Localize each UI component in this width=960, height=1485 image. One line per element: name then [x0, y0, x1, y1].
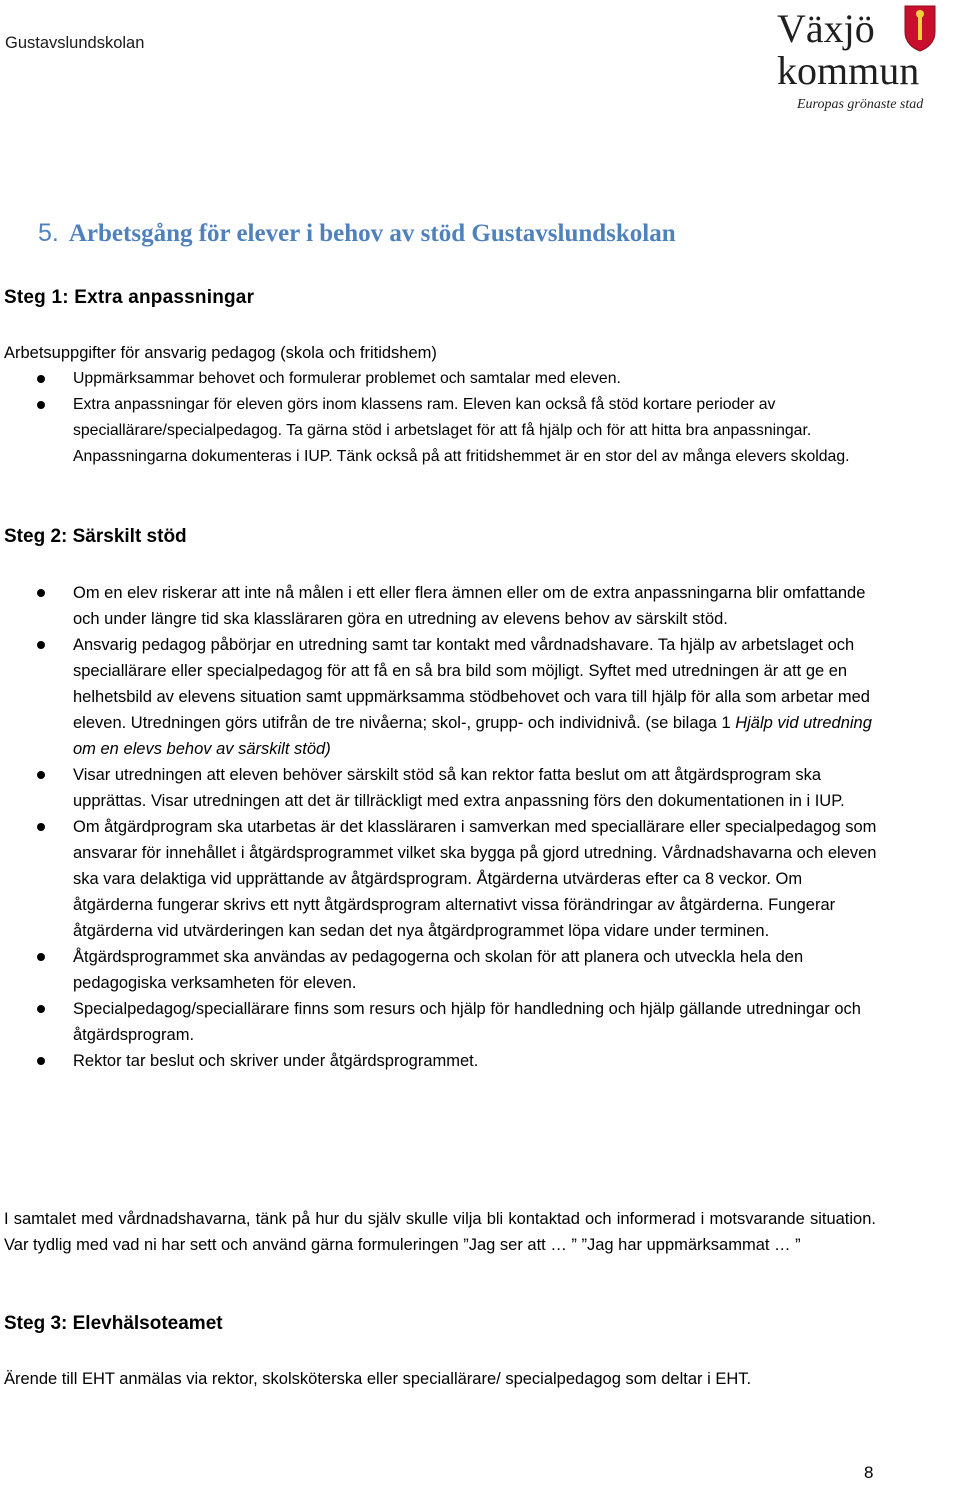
samtal-paragraph: I samtalet med vårdnadshavarna, tänk på hur du själv skulle vilja bli kontaktad och informerad i motsvarande situation. Var tydlig med vad ni har sett och använd gärna formuleringen ”Jag ser att … ” ”Jag har uppmärksammat … ” — [4, 1210, 876, 1254]
steg1-intro: Arbetsuppgifter för ansvarig pedagog (skola och fritidshem) — [4, 344, 437, 362]
list-item: Extra anpassningar för eleven görs inom klassens ram. Eleven kan också få stöd kortare perioder av speciallärare/specialpedagog. Ta gärna stöd i arbetslaget för att få hjälp och för att hitta bra anpassningar. Anpassningarna dokumenteras i IUP. Tänk också på att fritidshemmet är en stor del av många elevers skoldag. — [0, 392, 870, 470]
steg2-heading: Steg 2: Särskilt stöd — [4, 526, 187, 547]
list-item: Om åtgärdprogram ska utarbetas är det klassläraren i samverkan med speciallärare eller specialpedagog som ansvarar för innehållet i åtgärdsprogrammet vilket ska bygga på gjord utredning. Vårdnadshavarna och eleven ska vara delaktiga vid upprättande av åtgärdsprogram. Åtgärderna utvärderas efter ca 8 veckor. Om åtgärderna fungerar skrivs ett nytt åtgärdsprogram alternativt vissa förändringar av åtgärderna. Fungerar åtgärderna vid utvärderingen kan sedan det nya åtgärdprogrammet löpa vidare under terminen. — [0, 814, 880, 944]
b2-italic-text: Hjälp vid utredning om en elevs behov av särskilt stöd) — [73, 714, 872, 758]
list-item: Specialpedagog/speciallärare finns som resurs och hjälp för handledning och hjälp gällande utredningar och åtgärdsprogram. — [0, 996, 880, 1048]
steg1-heading: Steg 1: Extra anpassningar — [4, 287, 255, 308]
logo-tagline: Europas grönaste stad — [797, 97, 924, 112]
list-item: Visar utredningen att eleven behöver särskilt stöd så kan rektor fatta beslut om att åtgärdsprogram ska upprättas. Visar utredningen att det är tillräckligt med extra anpassning förs den dokumentationen in i IUP. — [0, 762, 880, 814]
list-item: Uppmärksammar behovet och formulerar problemet och samtalar med eleven. — [0, 366, 870, 392]
b2-main-text: Ansvarig pedagog påbörjar en utredning samt tar kontakt med vårdnadshavare. Ta hjälp av arbetslaget och speciallärare eller specialpedagog för att få en så bra bild som möjligt. Syftet med utredningen är att ge en helhetsbild av elevens situation samt uppmärksamma stödbehovet och vara till hjälp för alla som arbetar med eleven. Utredningen görs utifrån de tre nivåerna; skol-, grupp- och individnivå. (se bilaga 1 — [73, 636, 870, 732]
list-item: Om en elev riskerar att inte nå målen i ett eller flera ämnen eller om de extra anpassningarna blir omfattande och under längre tid ska klassläraren göra en utredning av elevens behov av särskilt stöd. — [0, 580, 880, 632]
steg2-list — [0, 580, 880, 1074]
logo-line1: Växjö — [777, 6, 875, 51]
list-item — [0, 632, 880, 762]
logo-line2: kommun — [777, 48, 920, 93]
steg1-list — [0, 366, 870, 470]
steg3-heading: Steg 3: Elevhälsoteamet — [4, 1313, 223, 1334]
header-school-name: Gustavslundskolan — [5, 34, 145, 52]
vaxjo-kommun-logo — [775, 2, 959, 120]
section-heading — [38, 219, 676, 248]
section-title: Arbetsgång för elever i behov av stöd Gustavslundskolan — [68, 220, 676, 247]
logo-graphic — [775, 2, 959, 120]
list-item: Rektor tar beslut och skriver under åtgärdsprogrammet. — [0, 1048, 880, 1074]
page-number: 8 — [864, 1463, 874, 1482]
list-item: Åtgärdsprogrammet ska användas av pedagogerna och skolan för att planera och utveckla hela den pedagogiska verksamheten för eleven. — [0, 944, 880, 996]
steg3-text: Ärende till EHT anmälas via rektor, skolsköterska eller speciallärare/ specialpedagog som deltar i EHT. — [4, 1370, 752, 1388]
section-number: 5. — [38, 219, 59, 247]
